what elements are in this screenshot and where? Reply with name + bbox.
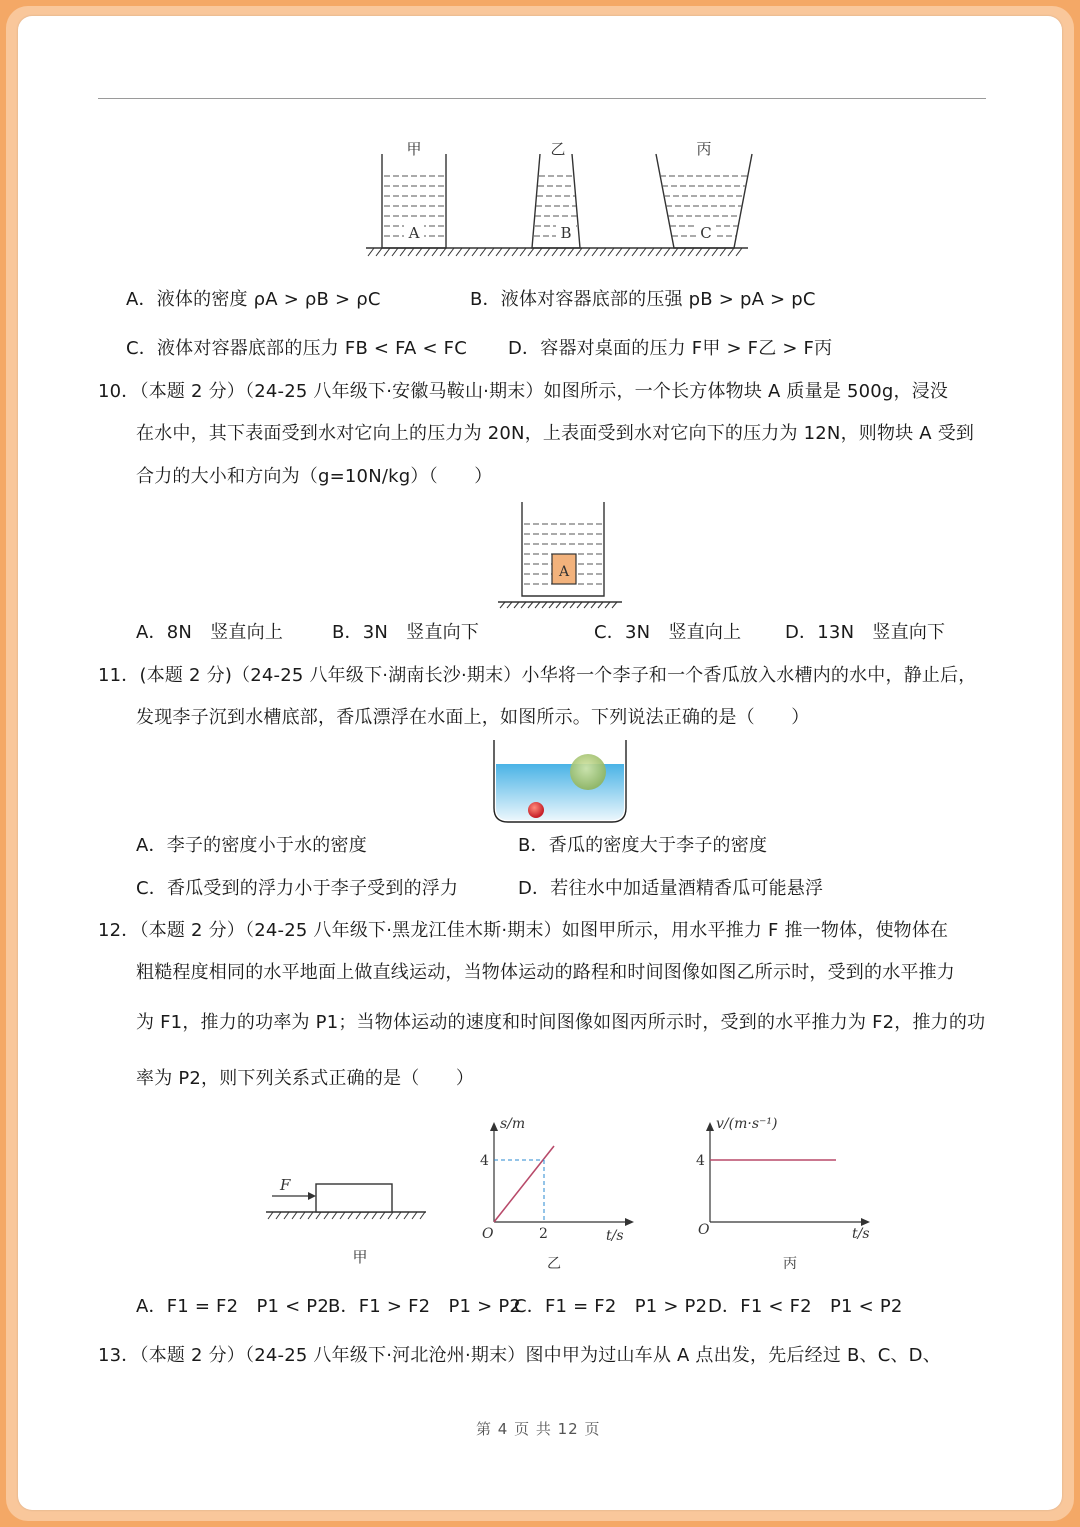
q11-text-line2: 发现李子沉到水槽底部，香瓜漂浮在水面上，如图所示。下列说法正确的是（ ）: [136, 707, 810, 728]
q10-beaker-figure: [496, 500, 626, 610]
q9-option-c: C．液体对容器底部的压力 FB < FA < FC: [126, 338, 467, 359]
q10-option-a: A．8N 竖直向上: [136, 622, 284, 643]
q12-bing-ylabel: v/(m·s⁻¹): [716, 1116, 778, 1132]
q11-option-d: D．若往水中加适量酒精香瓜可能悬浮: [518, 878, 824, 899]
q12-option-b: B．F1 > F2 P1 > P2: [328, 1296, 522, 1317]
q12-option-d: D．F1 < F2 P1 < P2: [708, 1296, 903, 1317]
q12-yi-xtick: 2: [539, 1226, 548, 1242]
q12-yi-line: [494, 1146, 554, 1222]
q11-option-a: A．李子的密度小于水的密度: [136, 835, 367, 856]
q12-bing-ytick: 4: [696, 1153, 705, 1169]
q9-option-d: D．容器对桌面的压力 F甲 > F乙 > F丙: [508, 338, 833, 359]
q12-text-line4: 率为 P2，则下列关系式正确的是（ ）: [136, 1068, 475, 1089]
document-page: [18, 16, 1062, 1510]
q10-text-line3: 合力的大小和方向为（g=10N/kg）（ ）: [136, 466, 493, 487]
q13-text-line1: 13．（本题 2 分）（24-25 八年级下·河北沧州·期末）图中甲为过山车从 A 点出发，先后经过 B、C、D、: [98, 1345, 941, 1366]
q9-block-c: C: [700, 224, 712, 242]
q12-fig-yi-graph: [474, 1110, 644, 1274]
q12-text-line2: 粗糙程度相同的水平地面上做直线运动，当物体运动的路程和时间图像如图乙所示时，受到的水平推力: [136, 962, 955, 983]
q12-fig-bing-graph: [690, 1110, 880, 1274]
q11-option-c: C．香瓜受到的浮力小于李子受到的浮力: [136, 878, 459, 899]
q9-option-a: A．液体的密度 ρA > ρB > ρC: [126, 289, 381, 310]
q12-caption-jia: 甲: [352, 1248, 368, 1266]
q12-yi-origin: O: [482, 1226, 494, 1242]
q11-option-b: B．香瓜的密度大于李子的密度: [518, 835, 768, 856]
q12-fig-jia: [248, 1166, 448, 1270]
q12-yi-ytick: 4: [480, 1153, 489, 1169]
q10-option-b: B．3N 竖直向下: [332, 622, 480, 643]
q12-caption-yi: 乙: [547, 1256, 561, 1272]
q11-text-line1: 11．(本题 2 分)（24-25 八年级下·湖南长沙·期末）小华将一个李子和一个香瓜放入水槽内的水中，静止后，: [98, 665, 977, 686]
q12-option-c: C．F1 = F2 P1 > P2: [514, 1296, 708, 1317]
q12-yi-ylabel: s/m: [500, 1116, 526, 1132]
q12-bing-xlabel: t/s: [852, 1226, 870, 1242]
q9-label-bing: 丙: [696, 140, 712, 158]
q9-label-yi: 乙: [550, 140, 566, 158]
q12-text-line1: 12．（本题 2 分）（24-25 八年级下·黑龙江佳木斯·期末）如图甲所示，用水平推力 F 推一物体，使物体在: [98, 920, 949, 941]
q10-option-d: D．13N 竖直向下: [785, 622, 946, 643]
q9-containers-figure: [358, 134, 758, 258]
q9-block-a: A: [408, 224, 420, 242]
page-footer: 第 4 页 共 12 页: [476, 1420, 601, 1438]
q9-label-jia: 甲: [406, 140, 422, 158]
q12-option-a: A．F1 = F2 P1 < P2: [136, 1296, 329, 1317]
q10-text-line1: 10．（本题 2 分）（24-25 八年级下·安徽马鞍山·期末）如图所示，一个长方体物块 A 质量是 500g，浸没: [98, 381, 949, 402]
header-rule: [98, 98, 986, 99]
q10-text-line2: 在水中，其下表面受到水对它向上的压力为 20N，上表面受到水对它向下的压力为 12N，则物块 A 受到: [136, 423, 975, 444]
q9-option-b: B．液体对容器底部的压强 pB > pA > pC: [470, 289, 816, 310]
q12-force-label: F: [280, 1176, 291, 1194]
q11-water-tank-figure: [492, 740, 632, 824]
q12-text-line3: 为 F1，推力的功率为 P1；当物体运动的速度和时间图像如图丙所示时，受到的水平推力为 F2，推力的功: [136, 1012, 986, 1033]
q9-block-b: B: [560, 224, 572, 242]
q10-block-label: A: [558, 564, 570, 580]
q10-option-c: C．3N 竖直向上: [594, 622, 742, 643]
q12-bing-origin: O: [698, 1222, 710, 1238]
q12-caption-bing: 丙: [783, 1256, 797, 1272]
q12-yi-xlabel: t/s: [606, 1228, 624, 1244]
